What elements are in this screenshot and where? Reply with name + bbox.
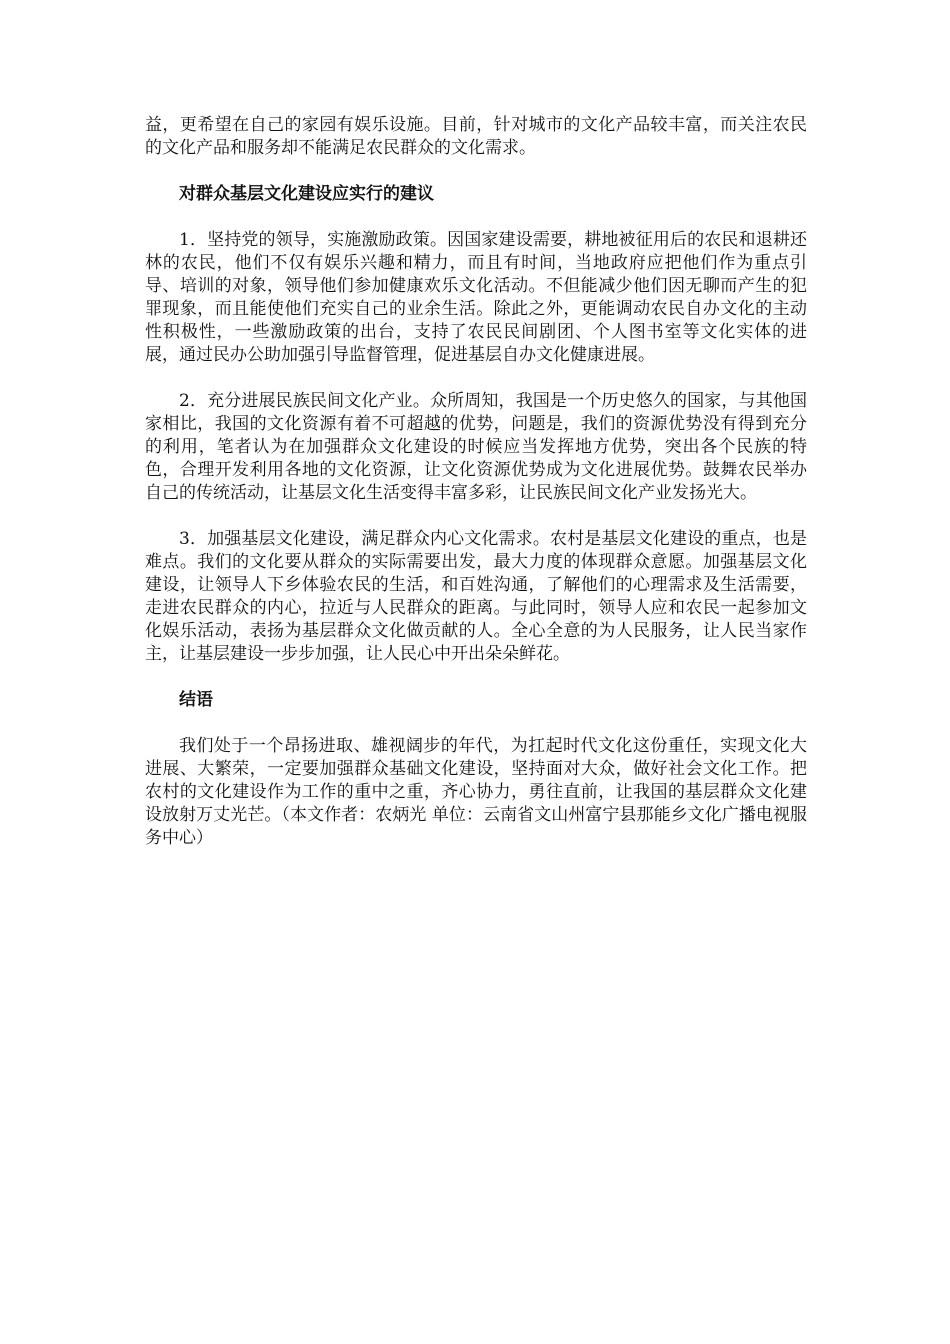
continuation-paragraph: 益，更希望在自己的家园有娱乐设施。目前，针对城市的文化产品较丰富，而关注农民的文化产品和服务却不能满足农民群众的文化需求。 (145, 115, 807, 158)
suggestion-item-3: 3．加强基层文化建设，满足群众内心文化需求。农村是基层文化建设的重点，也是难点。我们的文化要从群众的实际需要出发，最大力度的体现群众意愿。加强基层文化建设，让领导人下乡体验农民的生活，和百姓沟通，了解他们的心理需求及生活需要，走进农民群众的内心，拉近与人民群众的距离。与此同时，领导人应和农民一起参加文化娱乐活动，表扬为基层群众文化做贡献的人。全心全意的为人民服务，让人民当家作主，让基层建设一步步加强，让人民心中开出朵朵鲜花。 (145, 529, 807, 664)
document-body (145, 114, 807, 873)
suggestion-item-2: 2．充分进展民族民间文化产业。众所周知，我国是一个历史悠久的国家，与其他国家相比，我国的文化资源有着不可超越的优势，问题是，我们的资源优势没有得到充分的利用，笔者认为在加强群众文化建设的时候应当发挥地方优势，突出各个民族的特色，合理开发利用各地的文化资源，让文化资源优势成为文化进展优势。鼓舞农民举办自己的传统活动，让基层文化生活变得丰富多彩，让民族民间文化产业发扬光大。 (145, 391, 807, 503)
suggestions-heading: 对群众基层文化建设应实行的建议 (179, 184, 434, 204)
conclusion-heading: 结语 (179, 690, 213, 710)
suggestion-item-1: 1．坚持党的领导，实施激励政策。因国家建设需要，耕地被征用后的农民和退耕还林的农民，他们不仅有娱乐兴趣和精力，而且有时间，当地政府应把他们作为重点引导、培训的对象，领导他们参加健康欢乐文化活动。不但能减少他们因无聊而产生的犯罪现象，而且能使他们充实自己的业余生活。除此之外，更能调动农民自办文化的主动性积极性，一些激励政策的出台，支持了农民民间剧团、个人图书室等文化实体的进展，通过民办公助加强引导监督管理，促进基层自办文化健康进展。 (145, 230, 807, 365)
conclusion-paragraph: 我们处于一个昂扬进取、雄视阔步的年代，为扛起时代文化这份重任，实现文化大进展、大繁荣，一定要加强群众基础文化建设，坚持面对大众，做好社会文化工作。把农村的文化建设作为工作的重中之重，齐心协力，勇往直前，让我国的基层群众文化建设放射万丈光芒。（本文作者：农炳光 单位：云南省文山州富宁县那能乡文化广播电视服务中心） (145, 736, 807, 848)
